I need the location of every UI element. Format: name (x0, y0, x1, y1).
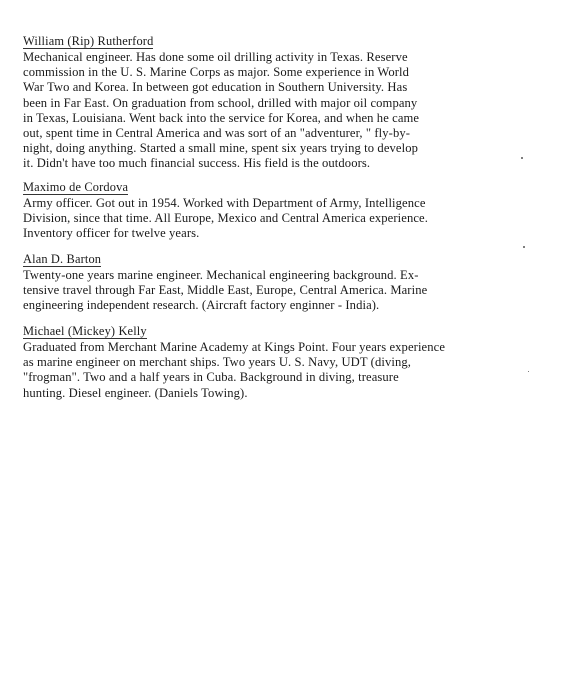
bio-name: Alan D. Barton (23, 252, 102, 266)
bio-text-line: Army officer. Got out in 1954. Worked with Department of Army, Intelligence (23, 196, 426, 210)
bio-name: Michael (Mickey) Kelly (23, 324, 147, 338)
bio-entry-rutherford (23, 32, 555, 172)
bio-entry-kelly (23, 322, 555, 401)
bio-name: William (Rip) Rutherford (23, 34, 154, 48)
bio-text-line: out, spent time in Central America and was sort of an "adventurer, " fly-by- (23, 126, 411, 141)
bio-text-line: War Two and Korea. In between got education in Southern University. Has (23, 80, 408, 95)
bio-text-line: Mechanical engineer. Has done some oil drilling activity in Texas. Reserve (23, 50, 408, 64)
bio-text-line: Inventory officer for twelve years. (23, 226, 200, 241)
scan-speck (523, 246, 525, 248)
bio-text-line: Twenty-one years marine engineer. Mechanical engineering background. Ex- (23, 268, 419, 282)
bio-text-line: in Texas, Louisiana. Went back into the service for Korea, and when he came (23, 110, 420, 125)
bio-name: Maximo de Cordova (23, 180, 129, 194)
bio-text-line: "frogman". Two and a half years in Cuba. Background in diving, treasure (23, 370, 399, 385)
bio-text-line: Division, since that time. All Europe, Mexico and Central America experience. (23, 211, 428, 226)
bio-text-line: Graduated from Merchant Marine Academy at Kings Point. Four years experience (23, 340, 446, 354)
bio-text-line: hunting. Diesel engineer. (Daniels Towing). (23, 385, 248, 400)
bio-text-line: as marine engineer on merchant ships. Two years U. S. Navy, UDT (diving, (23, 355, 412, 370)
scan-speck (528, 371, 529, 372)
bio-entry-barton (23, 250, 555, 314)
bio-text-line: been in Far East. On graduation from school, drilled with major oil company (23, 95, 418, 110)
bio-entry-cordova (23, 178, 555, 242)
bio-text-line: night, doing anything. Started a small mine, spent six years trying to develop (23, 141, 418, 156)
bio-text-line: engineering independent research. (Aircraft factory enginner - India). (23, 298, 380, 313)
bio-text-line: it. Didn't have too much financial success. His field is the outdoors. (23, 156, 371, 171)
bio-text-line: commission in the U. S. Marine Corps as major. Some experience in World (23, 65, 410, 80)
bio-text-line: tensive travel through Far East, Middle East, Europe, Central America. Marine (23, 283, 428, 298)
scan-speck (521, 157, 523, 159)
